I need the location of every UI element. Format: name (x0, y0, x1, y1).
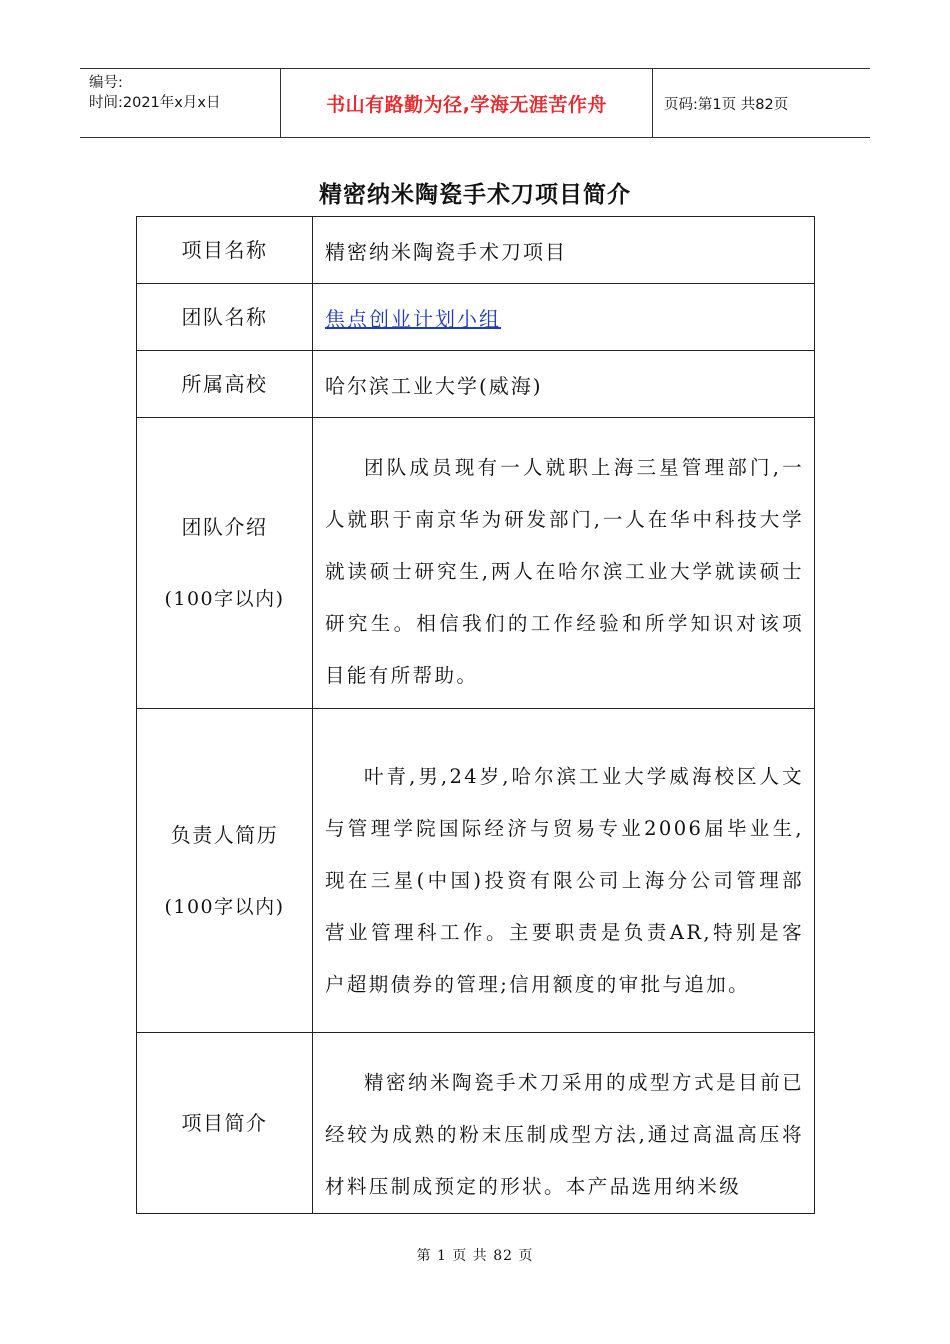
table-row-team-intro (137, 418, 815, 709)
team-name-cell (313, 284, 815, 351)
number-label: 编号: (89, 75, 123, 91)
school-value: 哈尔滨工业大学(威海) (313, 351, 815, 418)
team-intro-label-cell (137, 418, 313, 709)
leader-bio-text: 叶青,男,24岁,哈尔滨工业大学威海校区人文与管理学院国际经济与贸易专业2006届毕业生,现在三星(中国)投资有限公司上海分公司管理部营业管理科工作。主要职责是负责AR,特别是客户超期债券的管理;信用额度的审批与追加。 (325, 764, 804, 996)
header-page-info: 页码:第1页 共82页 (664, 96, 789, 113)
table-row-leader-bio (137, 709, 815, 1033)
team-intro-cell (313, 418, 815, 709)
document-title: 精密纳米陶瓷手术刀项目简介 (319, 182, 631, 208)
project-intro-label: 项目简介 (137, 1033, 313, 1214)
team-intro-text: 团队成员现有一人就职上海三星管理部门,一人就职于南京华为研发部门,一人在华中科技大学就读硕士研究生,两人在哈尔滨工业大学就读硕士研究生。相信我们的工作经验和所学知识对该项目能有所帮助。 (325, 456, 804, 687)
project-intro-cell (313, 1033, 815, 1214)
team-name-link[interactable]: 焦点创业计划小组 (325, 306, 501, 331)
leader-bio-sublabel: (100字以内) (164, 895, 285, 918)
project-name-value: 精密纳米陶瓷手术刀项目 (313, 217, 815, 284)
leader-bio-label: 负责人简历 (170, 822, 279, 847)
leader-bio-label-cell (137, 709, 313, 1033)
time-label: 时间:2021年x月x日 (89, 95, 221, 111)
team-name-label: 团队名称 (137, 284, 313, 351)
table-row-team-name (137, 284, 815, 351)
team-intro-label: 团队介绍 (181, 515, 268, 539)
header-motto: 书山有路勤为径,学海无涯苦作舟 (281, 69, 653, 137)
leader-bio-cell (313, 709, 815, 1033)
project-info-table (136, 216, 815, 1214)
header-meta (80, 69, 281, 137)
school-label: 所属高校 (137, 351, 313, 418)
project-intro-text: 精密纳米陶瓷手术刀采用的成型方式是目前已经较为成熟的粉末压制成型方法,通过高温高压将材料压制成预定的形状。本产品选用纳米级 (325, 1071, 804, 1198)
page-footer: 第 1 页 共 82 页 (416, 1248, 534, 1264)
team-intro-sublabel: (100字以内) (164, 588, 285, 610)
table-row-project-name (137, 217, 815, 284)
table-row-school (137, 351, 815, 418)
project-name-label: 项目名称 (137, 217, 313, 284)
table-row-project-intro (137, 1033, 815, 1214)
page-header (80, 68, 870, 138)
